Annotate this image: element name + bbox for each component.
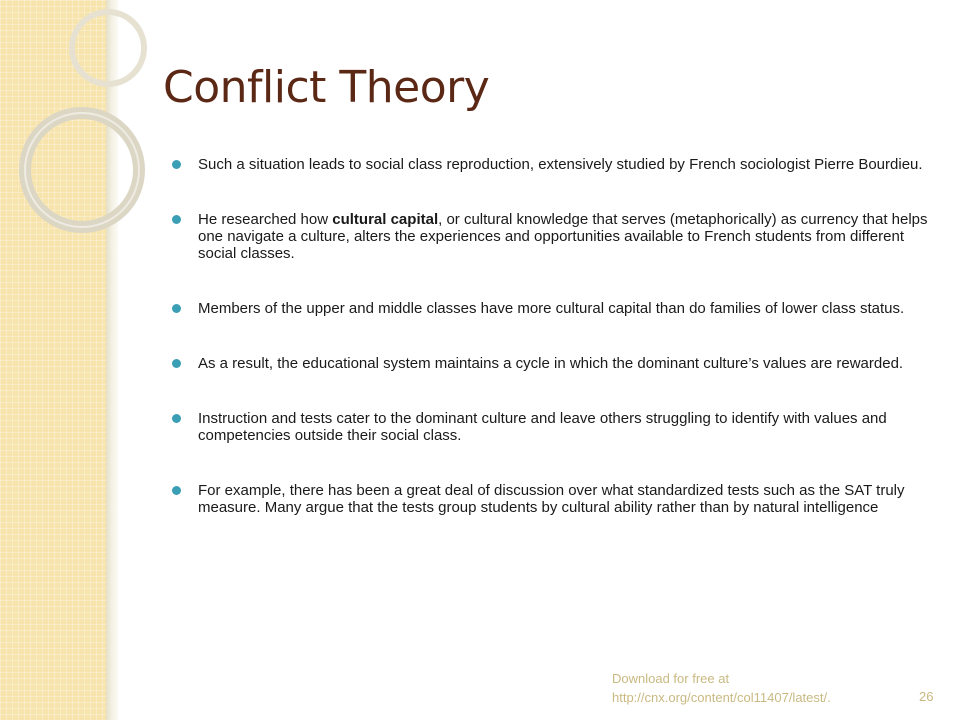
- bullet-item: [172, 410, 932, 444]
- bullet-dot-icon: [172, 486, 181, 495]
- footer-link[interactable]: http://cnx.org/content/col11407/latest/.: [612, 690, 831, 705]
- bullet-text: Members of the upper and middle classes have more cultural capital than do families of lower class status.: [198, 300, 905, 317]
- footer-line-1: Download for free at: [612, 671, 730, 686]
- decorative-rings: [0, 0, 200, 240]
- bullet-dot-icon: [172, 414, 181, 423]
- bullet-item: [172, 355, 932, 372]
- bullet-text: For example, there has been a great deal of discussion over what standardized tests such as the SAT truly measure. Many argue that the tests group students by cultural ability rather than by natural intelligence: [198, 482, 905, 516]
- footer-source: [612, 669, 831, 707]
- bullet-text: Instruction and tests cater to the dominant culture and leave others struggling to identify with values and competencies outside their social class.: [198, 410, 887, 444]
- bullet-item: [172, 482, 932, 516]
- bullet-text-intro: He researched how: [198, 211, 333, 228]
- page-number: 26: [919, 689, 934, 704]
- bullet-text: Such a situation leads to social class reproduction, extensively studied by French sociologist Pierre Bourdieu.: [198, 156, 923, 173]
- bullet-dot-icon: [172, 160, 181, 169]
- bullet-item: [172, 300, 932, 317]
- bullet-text: As a result, the educational system maintains a cycle in which the dominant culture’s values are rewarded.: [198, 355, 904, 372]
- bullet-bold-term: cultural capital: [332, 211, 439, 228]
- bullet-dot-icon: [172, 304, 181, 313]
- slide-title: Conflict Theory: [163, 62, 490, 113]
- bullet-text-rest: , or cultural knowledge that serves (metaphorically) as currency that helps one navigate a culture, alters the experiences and opportunities available to French students from different social classes.: [198, 211, 928, 262]
- bullet-dot-icon: [172, 359, 181, 368]
- bullet-dot-icon: [172, 215, 181, 224]
- bullet-item: [172, 211, 932, 262]
- bullet-list: [172, 156, 932, 516]
- bullet-item: [172, 156, 932, 173]
